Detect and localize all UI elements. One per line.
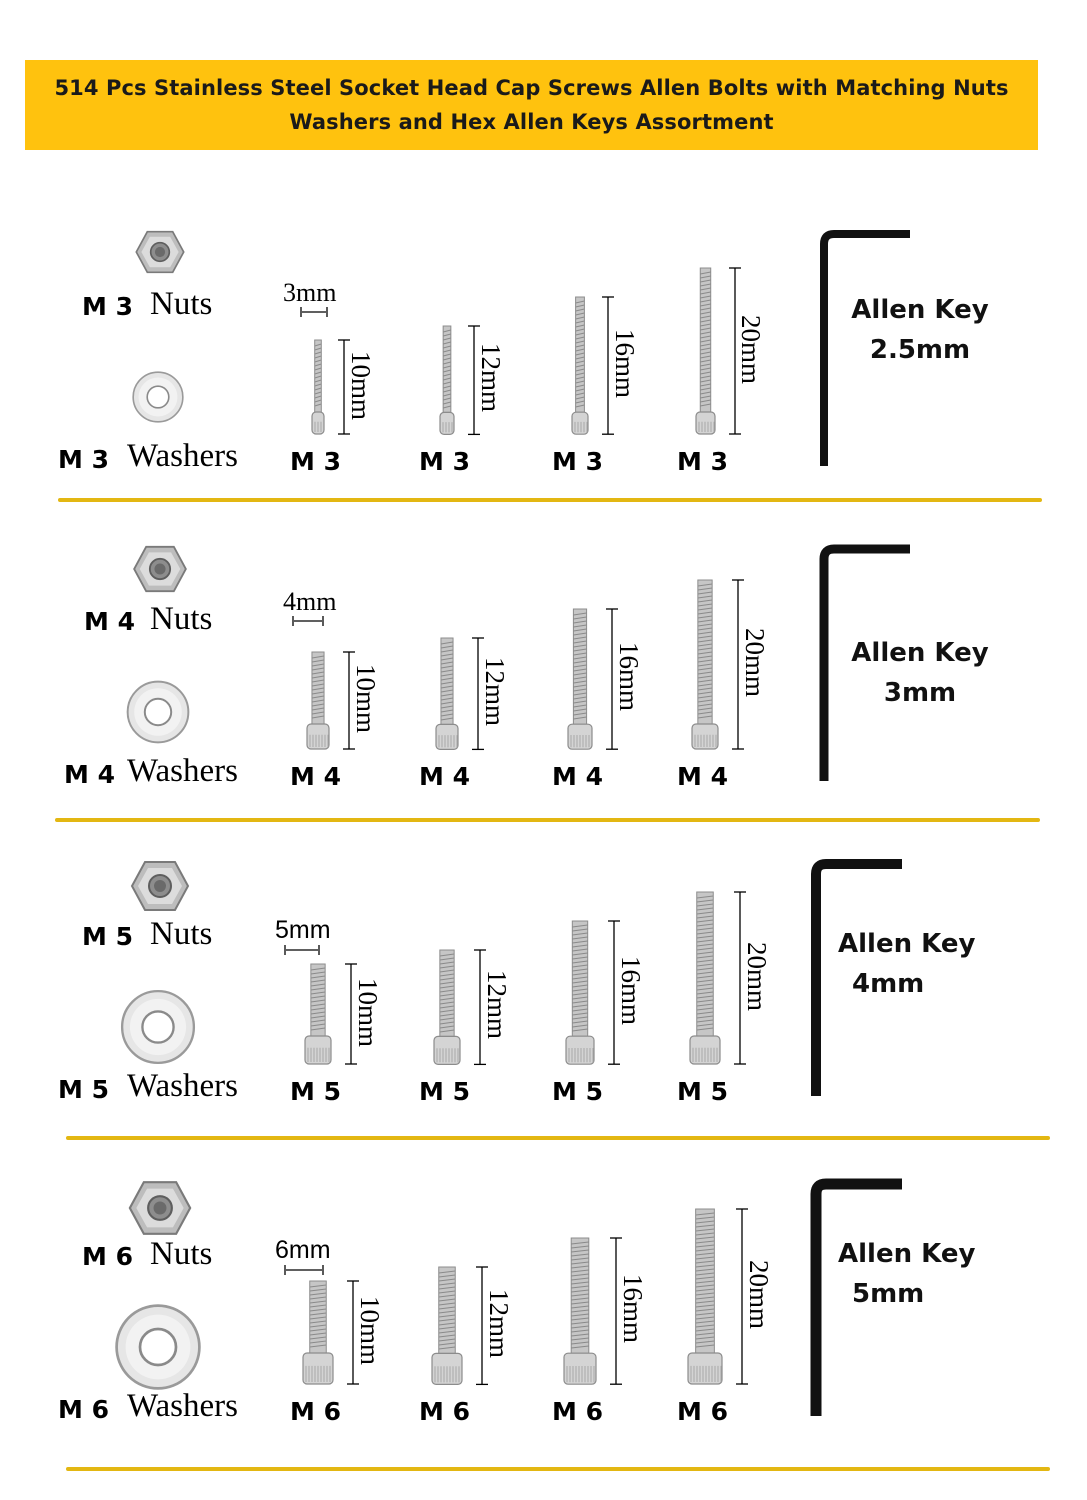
nuts-size-label: M 6: [82, 1242, 133, 1271]
screw-size-label: M 4: [677, 762, 728, 791]
section-divider: [66, 1467, 1050, 1471]
allen-key-title: Allen Key: [851, 638, 989, 668]
socket-cap-screw-10mm: [292, 650, 344, 751]
socket-cap-screw-10mm: [288, 1279, 348, 1386]
length-label: 12mm: [475, 343, 506, 413]
diameter-dimension-arrow: [284, 1265, 324, 1275]
washers-label: Washers: [127, 1388, 238, 1424]
allen-key-size: 2.5mm: [869, 335, 971, 365]
length-label: 20mm: [741, 941, 772, 1011]
diameter-label: 6mm: [275, 1236, 331, 1264]
allen-key-size: 5mm: [852, 1279, 925, 1309]
screw-size-label: M 5: [290, 1077, 341, 1106]
screw-size-label: M 5: [552, 1077, 603, 1106]
washers-size-label: M 5: [58, 1075, 109, 1104]
diameter-label: 5mm: [275, 916, 331, 944]
length-label: 12mm: [481, 970, 512, 1040]
washers-label: Washers: [127, 753, 238, 789]
screw-size-label: M 5: [419, 1077, 470, 1106]
screw-size-label: M 3: [552, 447, 603, 476]
screw-size-label: M 6: [677, 1397, 728, 1426]
diameter-dimension-arrow: [292, 616, 324, 626]
washer-icon: [125, 679, 191, 745]
size-section-6: [0, 1150, 1087, 1460]
length-label: 20mm: [743, 1259, 774, 1330]
socket-cap-screw-20mm: [675, 890, 735, 1066]
socket-cap-screw-16mm: [557, 295, 603, 436]
diameter-label: 3mm: [283, 278, 337, 307]
allen-key-label: [838, 1234, 988, 1314]
length-label: 16mm: [613, 642, 644, 712]
size-section-5: [0, 830, 1087, 1140]
washer-icon: [131, 370, 185, 424]
title-banner: [25, 60, 1038, 150]
screw-size-label: M 6: [290, 1397, 341, 1426]
length-label: 10mm: [345, 350, 376, 420]
socket-cap-screw-12mm: [417, 1265, 477, 1386]
screw-size-label: M 6: [419, 1397, 470, 1426]
washers-label: Washers: [127, 438, 238, 474]
section-divider: [58, 498, 1042, 502]
screw-size-label: M 4: [290, 762, 341, 791]
screw-size-label: M 4: [419, 762, 470, 791]
length-label: 16mm: [617, 1274, 648, 1344]
washers-label: Washers: [127, 1068, 238, 1104]
hex-nut-icon: [133, 230, 187, 274]
length-label: 12mm: [483, 1288, 514, 1358]
title-line-1: 514 Pcs Stainless Steel Socket Head Cap Screws Allen Bolts with Matching Nuts: [54, 76, 1009, 100]
allen-key-label: [838, 924, 988, 1004]
socket-cap-screw-12mm: [425, 324, 469, 436]
hex-nut-icon: [129, 860, 191, 912]
section-divider: [55, 818, 1040, 822]
allen-key-size: 3mm: [883, 678, 957, 708]
allen-key-title: Allen Key: [838, 1239, 976, 1269]
socket-cap-screw-10mm: [297, 338, 339, 436]
socket-cap-screw-20mm: [681, 266, 730, 436]
screw-size-label: M 3: [677, 447, 728, 476]
nuts-label: Nuts: [150, 916, 213, 952]
socket-cap-screw-10mm: [290, 962, 346, 1066]
screw-size-label: M 4: [552, 762, 603, 791]
nuts-size-label: M 4: [84, 607, 135, 636]
nuts-label: Nuts: [150, 601, 213, 637]
length-label: 10mm: [354, 1295, 385, 1366]
diameter-dimension-arrow: [300, 307, 328, 317]
washers-size-label: M 3: [58, 445, 109, 474]
socket-cap-screw-16mm: [551, 919, 609, 1066]
hex-nut-icon: [131, 545, 189, 593]
length-label: 20mm: [736, 314, 767, 384]
nuts-label: Nuts: [150, 1236, 213, 1272]
title-line-2: Washers and Hex Allen Keys Assortment: [289, 110, 774, 134]
socket-cap-screw-20mm: [673, 1207, 737, 1386]
length-label: 12mm: [479, 656, 510, 726]
washers-size-label: M 6: [58, 1395, 109, 1424]
washers-size-label: M 4: [64, 760, 115, 789]
size-section-3: [0, 200, 1087, 510]
socket-cap-screw-16mm: [549, 1236, 611, 1386]
allen-key-label: [845, 290, 995, 370]
length-label: 10mm: [352, 977, 383, 1047]
section-divider: [66, 1136, 1050, 1140]
washer-icon: [119, 988, 197, 1066]
diameter-dimension-arrow: [284, 945, 320, 955]
allen-key-size: 4mm: [852, 969, 925, 999]
length-label: 10mm: [350, 663, 381, 734]
socket-cap-screw-12mm: [421, 636, 473, 751]
length-label: 20mm: [739, 627, 770, 698]
washer-icon: [113, 1302, 203, 1392]
allen-key-label: [845, 633, 995, 713]
socket-cap-screw-20mm: [677, 578, 733, 751]
allen-key-title: Allen Key: [838, 929, 976, 959]
screw-size-label: M 6: [552, 1397, 603, 1426]
socket-cap-screw-12mm: [419, 948, 475, 1066]
allen-key-title: Allen Key: [851, 295, 989, 325]
screw-size-label: M 3: [419, 447, 470, 476]
socket-cap-screw-16mm: [553, 607, 607, 751]
screw-size-label: M 5: [677, 1077, 728, 1106]
nuts-size-label: M 3: [82, 292, 133, 321]
length-label: 16mm: [609, 328, 640, 398]
nuts-label: Nuts: [150, 286, 213, 322]
hex-nut-icon: [127, 1180, 193, 1236]
length-label: 16mm: [615, 955, 646, 1025]
nuts-size-label: M 5: [82, 922, 133, 951]
size-section-4: [0, 515, 1087, 825]
diameter-label: 4mm: [283, 587, 337, 616]
screw-size-label: M 3: [290, 447, 341, 476]
